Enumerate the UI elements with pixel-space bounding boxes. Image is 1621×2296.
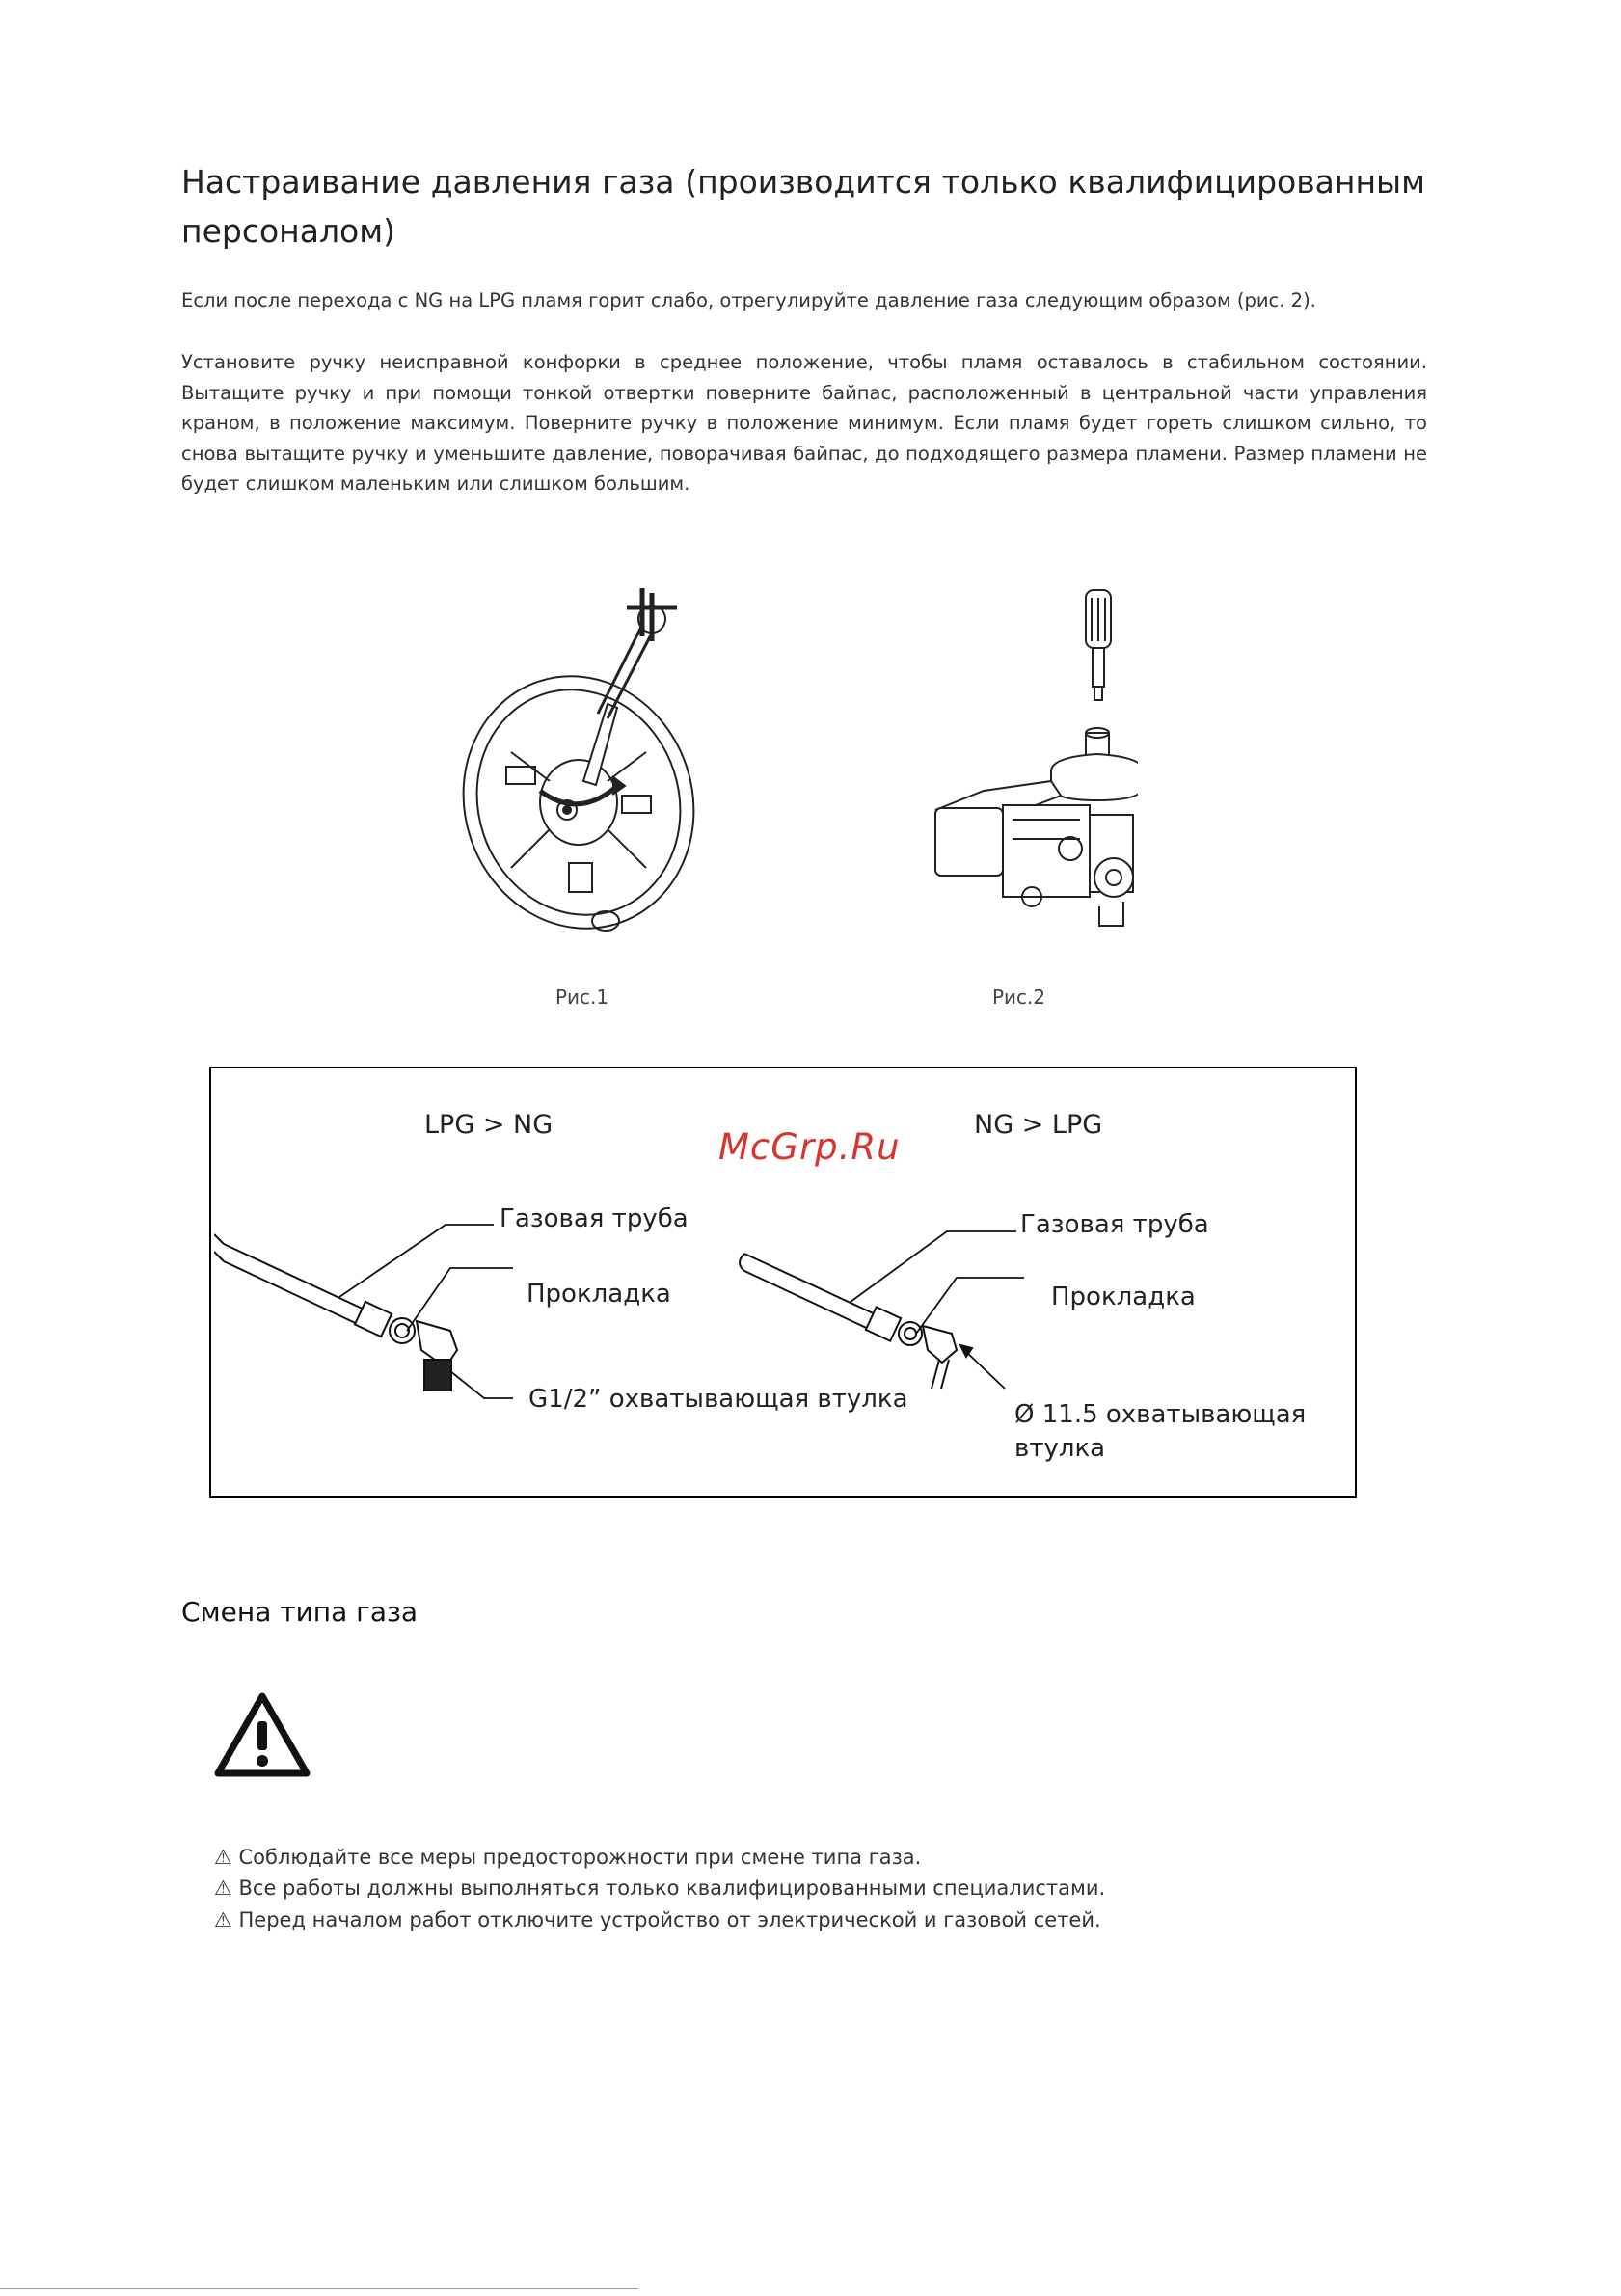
ng-lpg-fitting-illustration — [725, 1210, 1024, 1422]
ng-to-lpg-title: NG > LPG — [974, 1110, 1103, 1140]
page-title: Настраивание давления газа (производится только квалифицированным персоналом) — [181, 163, 1425, 250]
right-sleeve-label-line1: Ø 11.5 охватывающая — [1014, 1400, 1307, 1429]
figure-2-valve-screwdriver-illustration — [926, 588, 1138, 935]
watermark: McGrp.Ru — [718, 1126, 901, 1168]
intro-paragraph: Если после перехода с NG на LPG пламя горит слабо, отрегулируйте давление газа следующим образом (рис. 2). — [181, 289, 1316, 311]
right-pipe-label: Газовая труба — [1020, 1210, 1209, 1239]
left-gasket-label: Прокладка — [527, 1280, 671, 1309]
footer-divider — [0, 2288, 638, 2289]
warning-line-2: ⚠ Все работы должны выполняться только квалифицированными специалистами. — [214, 1877, 1106, 1900]
lpg-ng-fitting-illustration — [214, 1205, 513, 1418]
warning-line-3: ⚠ Перед началом работ отключите устройство от электрической и газовой сетей. — [214, 1908, 1101, 1931]
gas-type-change-heading: Смена типа газа — [181, 1596, 419, 1628]
warning-triangle-icon — [214, 1692, 311, 1777]
warning-line-1: ⚠ Соблюдайте все меры предосторожности при смене типа газа. — [214, 1846, 922, 1869]
left-sleeve-label: G1/2” охватывающая втулка — [528, 1385, 908, 1414]
figure-1-caption: Рис.1 — [555, 986, 609, 1009]
lpg-to-ng-title: LPG > NG — [424, 1110, 554, 1140]
instructions-paragraph: Установите ручку неисправной конфорки в среднее положение, чтобы пламя оставалось в стабильном состоянии. Вытащите ручку и при помощи тонкой отвертки поверните байпас, расположенный в центральной части управления краном, в положение максимум. Поверните ручку в положение минимум. Если пламя будет гореть слишком сильно, то снова вытащите ручку и уменьшите давление, поворачивая байпас, до подходящего размера пламени. Размер пламени не будет слишком маленьким или слишком большим. — [181, 351, 1427, 495]
right-gasket-label: Прокладка — [1051, 1283, 1196, 1311]
figure-2-caption: Рис.2 — [992, 986, 1046, 1009]
left-pipe-label: Газовая труба — [500, 1204, 689, 1233]
right-sleeve-label-line2: втулка — [1014, 1434, 1106, 1463]
figure-1-burner-illustration — [453, 579, 704, 935]
